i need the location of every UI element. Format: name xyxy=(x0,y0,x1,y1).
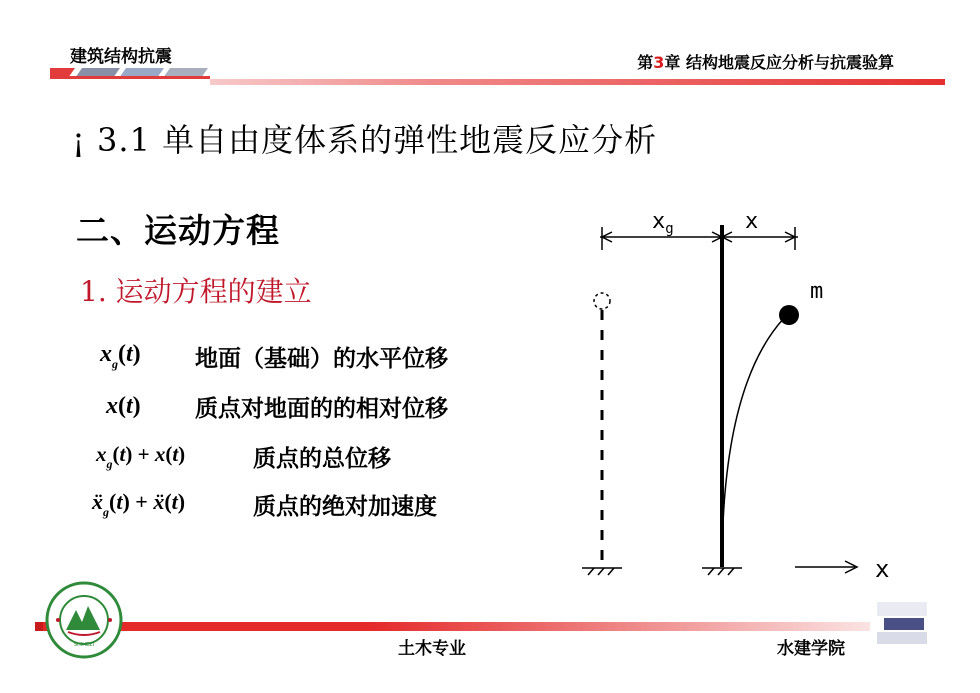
definition-text: 质点的总位移 xyxy=(253,446,391,472)
label-x-axis: x xyxy=(875,555,890,583)
sdof-diagram xyxy=(570,195,900,590)
header-rule-left xyxy=(50,76,210,79)
chapter-number: 3 xyxy=(653,53,665,72)
deflected-column xyxy=(722,317,785,567)
formula-xg: $x_g(t)$ xyxy=(100,341,141,371)
definition-row-relative-displacement xyxy=(106,390,448,423)
formula-x: x(t) xyxy=(106,393,141,419)
chapter-prefix: 第 xyxy=(637,53,654,72)
label-xg: $x_g$ xyxy=(652,209,674,237)
definition-row-absolute-acceleration xyxy=(92,488,437,521)
footer-decoration xyxy=(872,600,932,650)
footer-major: 土木专业 xyxy=(398,639,466,659)
label-m: m xyxy=(810,279,824,304)
ground-right xyxy=(702,568,742,575)
mass-m xyxy=(779,305,799,325)
formula-total-displacement: $x_g(t) + x(t)$ xyxy=(96,441,186,471)
formula-absolute-acceleration: ẍ$_g$(t) + ẍ(t) xyxy=(92,489,186,519)
university-logo xyxy=(44,580,124,660)
section-heading: ¡ 3.1 单自由度体系的弹性地震反应分析 xyxy=(72,121,658,159)
subheading: 二、运动方程 xyxy=(76,211,280,250)
footer-rule xyxy=(35,622,870,631)
label-x-top: x xyxy=(745,209,759,234)
definition-text: 质点的绝对加速度 xyxy=(253,494,437,520)
chapter-suffix: 章 结构地震反应分析与抗震验算 xyxy=(664,53,894,72)
definition-text: 地面（基础）的水平位移 xyxy=(195,346,448,372)
definition-text: 质点对地面的的相对位移 xyxy=(195,396,448,422)
ground-left xyxy=(582,568,622,575)
course-title: 建筑结构抗震 xyxy=(70,47,172,67)
original-mass-position xyxy=(594,293,610,309)
subsubheading: 1. 运动方程的建立 xyxy=(80,275,312,308)
footer-school: 水建学院 xyxy=(777,639,845,659)
chapter-title xyxy=(637,50,894,73)
svg-text:SHIHEZI: SHIHEZI xyxy=(73,642,95,648)
definition-row-total-displacement xyxy=(96,440,391,473)
definition-row-ground-displacement xyxy=(100,340,448,373)
header-rule xyxy=(210,79,945,85)
footer-rule-marker xyxy=(35,622,43,631)
